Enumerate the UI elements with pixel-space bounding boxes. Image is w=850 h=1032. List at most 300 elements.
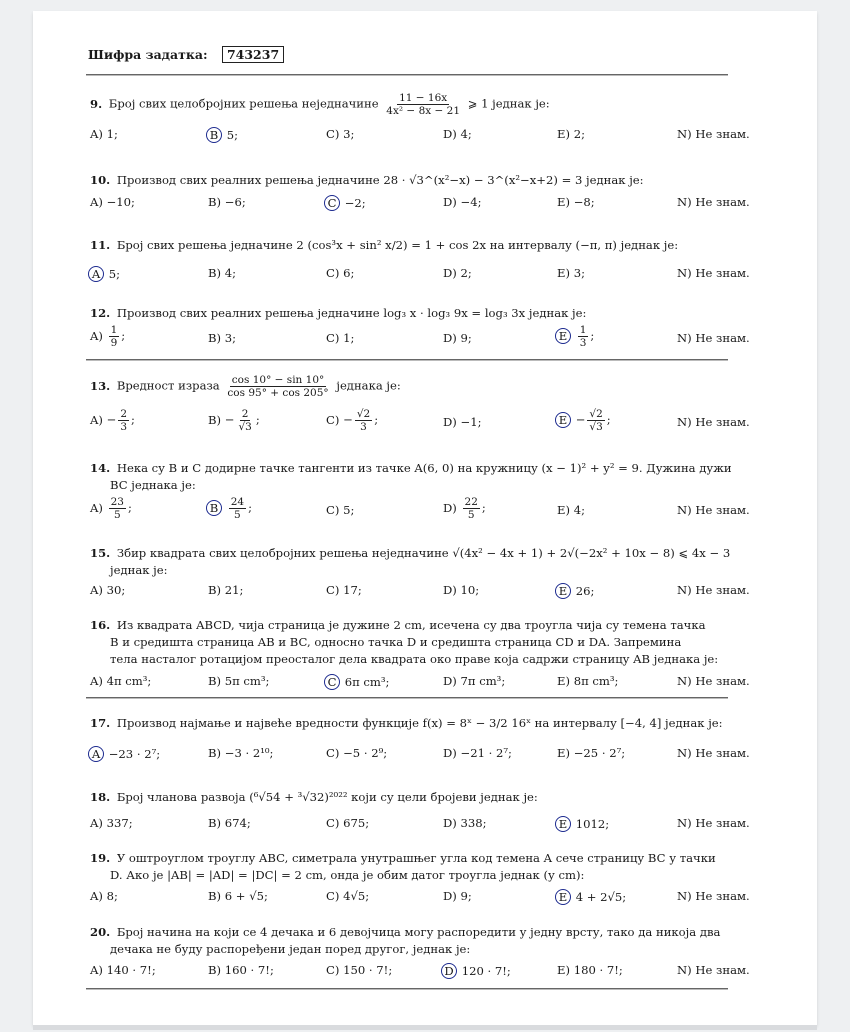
minus-sign: − bbox=[106, 412, 117, 427]
answer-label: D) bbox=[443, 816, 457, 830]
answer-label: C) bbox=[326, 889, 340, 903]
answer-label: C) bbox=[326, 816, 340, 830]
semicolon: ; bbox=[255, 412, 260, 427]
answer-value: 3; bbox=[343, 127, 355, 141]
answer-option-d[interactable] bbox=[443, 266, 472, 280]
question-text: Производ свих реалних решења једначине 28 · √3^(x²−x) − 3^(x²−x+2) = 3 једнак је: bbox=[116, 173, 644, 187]
answer-label: A) bbox=[90, 412, 103, 427]
answer-label: D) bbox=[443, 500, 457, 515]
denominator: 3 bbox=[120, 421, 127, 433]
answer-option-a[interactable] bbox=[90, 889, 118, 903]
question-text: Број свих целобројних решења неједначине bbox=[108, 96, 379, 111]
answer-value: −5 · 2⁹; bbox=[343, 746, 388, 760]
answer-option-c[interactable] bbox=[326, 331, 354, 345]
circled-answer-label: C bbox=[324, 195, 340, 211]
answer-option-e[interactable] bbox=[557, 408, 611, 433]
answer-value: 675; bbox=[343, 816, 370, 830]
answer-label: C) bbox=[326, 503, 340, 517]
section-divider bbox=[86, 359, 728, 361]
question-text-suffix: једнака је: bbox=[336, 378, 401, 393]
answer-label: N) bbox=[677, 674, 692, 688]
answer-value: −2; bbox=[344, 196, 366, 210]
answer-label: E) bbox=[557, 674, 570, 688]
answer-option-e[interactable] bbox=[557, 195, 595, 209]
answer-value: Не знам. bbox=[695, 266, 750, 280]
answer-option-n[interactable] bbox=[677, 415, 750, 429]
answer-label: A) bbox=[90, 889, 103, 903]
question-text: У оштроуглом троуглу ABC, симетрала унутрашњег угла код темена A сече страницу BC у тачки bbox=[116, 851, 716, 865]
answer-label: D) bbox=[443, 583, 457, 597]
task-code-label: Шифра задатка: bbox=[88, 47, 208, 62]
answer-option-n[interactable] bbox=[677, 583, 750, 597]
denominator: 5 bbox=[113, 509, 121, 521]
answer-value: Не знам. bbox=[695, 127, 750, 141]
answer-value: 9; bbox=[460, 331, 472, 345]
question-number: 19. bbox=[90, 851, 111, 865]
answer-label: D) bbox=[443, 127, 457, 141]
task-code-header bbox=[88, 46, 284, 63]
answer-label: A) bbox=[90, 583, 103, 597]
question-text-line2: једнак је: bbox=[110, 563, 168, 577]
answer-value: 1; bbox=[343, 331, 355, 345]
denominator: 4x² − 8x − 21 bbox=[386, 105, 461, 117]
answer-label: B) bbox=[208, 889, 222, 903]
question-number: 11. bbox=[90, 238, 111, 252]
answer-option-d[interactable] bbox=[443, 583, 479, 597]
question-12 bbox=[90, 305, 740, 322]
answer-option-d[interactable] bbox=[443, 816, 487, 830]
answer-option-e[interactable] bbox=[557, 583, 594, 599]
answer-option-d[interactable] bbox=[443, 496, 486, 521]
fraction bbox=[384, 92, 462, 117]
answer-label: E) bbox=[557, 266, 570, 280]
answer-label: E) bbox=[557, 127, 570, 141]
answer-value: 1; bbox=[106, 127, 118, 141]
question-text-line2: B и средишта страница AB и BC, односно тачка D и средишта страница CD и DA. Запремина bbox=[110, 635, 682, 649]
circled-answer-label: E bbox=[555, 583, 571, 599]
question-text: Производ најмање и највеће вредности функције f(x) = 8ˣ − 3/2 16ˣ на интервалу [−4, 4] једнак је: bbox=[116, 716, 723, 730]
question-text: Производ свих реалних решења једначине log₃ x · log₃ 9x = log₃ 3x једнак је: bbox=[116, 306, 587, 320]
numerator: cos 10° − sin 10° bbox=[231, 374, 325, 386]
answer-option-b[interactable] bbox=[208, 331, 236, 345]
header-divider bbox=[86, 74, 728, 76]
answer-option-e[interactable] bbox=[557, 889, 626, 905]
answer-label: N) bbox=[677, 415, 692, 429]
answer-option-a[interactable] bbox=[90, 674, 151, 688]
answer-option-d[interactable] bbox=[443, 889, 472, 903]
semicolon: ; bbox=[590, 328, 595, 343]
answer-value: 30; bbox=[106, 583, 126, 597]
question-13 bbox=[90, 374, 740, 399]
answer-label: E) bbox=[557, 195, 570, 209]
circled-answer-label: A bbox=[88, 266, 104, 282]
answer-label: B) bbox=[208, 746, 222, 760]
answer-value: 338; bbox=[460, 816, 487, 830]
numerator: √2 bbox=[589, 408, 603, 420]
numerator: 1 bbox=[579, 324, 587, 336]
answer-value: 4 + 2√5; bbox=[575, 890, 627, 904]
question-text: Из квадрата ABCD, чија страница је дужине 2 cm, исечена су два троугла чија су темена тачка bbox=[116, 618, 706, 632]
answer-value: 3; bbox=[224, 331, 237, 345]
answer-label: A) bbox=[90, 816, 103, 830]
answer-option-c[interactable] bbox=[326, 503, 354, 517]
semicolon: ; bbox=[374, 412, 379, 427]
answer-label: C) bbox=[326, 412, 340, 427]
answer-option-d[interactable] bbox=[443, 674, 505, 688]
answer-value: 9; bbox=[460, 889, 472, 903]
answer-label: C) bbox=[326, 266, 340, 280]
answer-option-b[interactable] bbox=[208, 583, 243, 597]
question-number: 14. bbox=[90, 461, 111, 475]
question-text-line3: тела насталог ротацијом преосталог дела квадрата око праве која садржи страницу AB једнака је: bbox=[110, 652, 719, 666]
answer-label: B) bbox=[208, 816, 222, 830]
answer-option-a[interactable] bbox=[90, 496, 132, 521]
semicolon: ; bbox=[606, 412, 611, 427]
question-14 bbox=[90, 460, 740, 494]
answer-label: A) bbox=[90, 127, 103, 141]
answer-value: 4√5; bbox=[343, 889, 370, 903]
answer-option-a[interactable] bbox=[90, 746, 160, 762]
answer-option-a[interactable] bbox=[90, 816, 133, 830]
question-number: 12. bbox=[90, 306, 111, 320]
answer-value: 337; bbox=[106, 816, 133, 830]
answer-option-b[interactable] bbox=[208, 127, 238, 143]
answer-option-e[interactable] bbox=[557, 746, 625, 760]
answer-value: 8; bbox=[106, 889, 118, 903]
question-19 bbox=[90, 850, 740, 884]
semicolon: ; bbox=[131, 412, 135, 427]
answer-value: Не знам. bbox=[695, 415, 750, 429]
answer-value: 180 · 7!; bbox=[573, 963, 623, 977]
answer-option-b[interactable] bbox=[208, 408, 260, 433]
answer-option-e[interactable] bbox=[557, 503, 585, 517]
answer-value: Не знам. bbox=[695, 889, 750, 903]
answer-option-b[interactable] bbox=[208, 674, 269, 688]
answer-label: D) bbox=[443, 746, 457, 760]
minus-sign: − bbox=[343, 412, 353, 427]
semicolon: ; bbox=[121, 328, 126, 343]
answer-fraction bbox=[109, 496, 126, 521]
answer-option-n[interactable] bbox=[677, 503, 750, 517]
circled-answer-label: E bbox=[555, 816, 571, 832]
answer-option-d[interactable] bbox=[443, 127, 472, 141]
question-text-line2: BC једнака је: bbox=[110, 478, 196, 492]
answer-label: B) bbox=[208, 195, 222, 209]
question-number: 16. bbox=[90, 618, 111, 632]
denominator: 3 bbox=[360, 421, 367, 433]
question-11 bbox=[90, 237, 740, 254]
answer-option-b[interactable] bbox=[208, 195, 246, 209]
semicolon: ; bbox=[127, 500, 132, 515]
answer-option-e[interactable] bbox=[557, 816, 609, 832]
answer-fraction bbox=[355, 408, 372, 433]
answer-option-b[interactable] bbox=[208, 816, 251, 830]
answer-option-n[interactable] bbox=[677, 266, 750, 280]
circled-answer-label: D bbox=[441, 963, 457, 979]
circled-answer-label: C bbox=[324, 674, 340, 690]
denominator: √3 bbox=[238, 421, 252, 433]
question-number: 10. bbox=[90, 173, 111, 187]
question-text-line2: дечака не буду распоређени један поред другог, једнак је: bbox=[110, 942, 471, 956]
answer-label: N) bbox=[677, 816, 692, 830]
answer-option-c[interactable] bbox=[326, 583, 362, 597]
answer-value: −1; bbox=[460, 415, 482, 429]
answer-value: −6; bbox=[224, 195, 246, 209]
denominator: 9 bbox=[110, 337, 118, 349]
answer-label: A) bbox=[90, 500, 103, 515]
circled-answer-label: B bbox=[206, 127, 222, 143]
answer-value: Не знам. bbox=[695, 816, 750, 830]
answer-option-c[interactable] bbox=[326, 408, 378, 433]
answer-label: D) bbox=[443, 331, 457, 345]
answer-label: B) bbox=[208, 963, 222, 977]
question-number: 18. bbox=[90, 790, 111, 804]
answer-value: −21 · 2⁷; bbox=[460, 746, 512, 760]
answer-label: N) bbox=[677, 266, 692, 280]
minus-sign: − bbox=[224, 412, 235, 427]
semicolon: ; bbox=[248, 500, 252, 515]
answer-label: N) bbox=[677, 889, 692, 903]
answer-value: −10; bbox=[106, 195, 135, 209]
answer-value: 3; bbox=[573, 266, 585, 280]
answer-option-b[interactable] bbox=[208, 496, 252, 521]
answer-value: Не знам. bbox=[695, 746, 750, 760]
answer-option-e[interactable] bbox=[557, 674, 618, 688]
answer-option-n[interactable] bbox=[677, 963, 750, 977]
answer-option-e[interactable] bbox=[557, 266, 585, 280]
answer-label: D) bbox=[443, 415, 457, 429]
answer-option-c[interactable] bbox=[326, 816, 369, 830]
answer-option-d[interactable] bbox=[443, 746, 512, 760]
answer-value: 4; bbox=[224, 266, 237, 280]
answer-value: 17; bbox=[343, 583, 362, 597]
answer-label: B) bbox=[208, 266, 222, 280]
answer-option-n[interactable] bbox=[677, 127, 750, 141]
answer-option-e[interactable] bbox=[557, 324, 594, 349]
answer-fraction bbox=[109, 324, 120, 349]
section-divider bbox=[86, 988, 728, 990]
answer-fraction bbox=[118, 408, 129, 433]
answer-value: 8π cm³; bbox=[573, 674, 619, 688]
answer-label: A) bbox=[90, 328, 103, 343]
question-text: Вредност израза bbox=[116, 378, 220, 393]
answer-label: N) bbox=[677, 331, 692, 345]
answer-value: 5; bbox=[343, 503, 355, 517]
section-divider bbox=[86, 697, 728, 699]
numerator: 2 bbox=[241, 408, 249, 420]
answer-label: N) bbox=[677, 195, 692, 209]
answer-option-c[interactable] bbox=[326, 963, 392, 977]
answer-option-c[interactable] bbox=[326, 127, 354, 141]
question-text: Број чланова развоја (⁶√54 + ³√32)²⁰²² који су цели бројеви једнак је: bbox=[116, 790, 538, 804]
answer-label: E) bbox=[557, 963, 570, 977]
answer-value: 6π cm³; bbox=[344, 675, 390, 689]
question-15 bbox=[90, 545, 740, 579]
question-text-line2: D. Ако је |AB| = |AD| = |DC| = 2 cm, онда је обим датог троугла једнак (у cm): bbox=[110, 868, 585, 882]
answer-label: A) bbox=[90, 674, 103, 688]
answer-option-a[interactable] bbox=[90, 266, 120, 282]
numerator: 2 bbox=[120, 408, 127, 420]
answer-value: Не знам. bbox=[695, 674, 750, 688]
answer-option-c[interactable] bbox=[326, 889, 369, 903]
answer-label: A) bbox=[90, 195, 103, 209]
denominator: 3 bbox=[579, 337, 587, 349]
answer-option-d[interactable] bbox=[443, 331, 472, 345]
answer-label: D) bbox=[443, 266, 457, 280]
answer-value: −4; bbox=[460, 195, 482, 209]
answer-option-a[interactable] bbox=[90, 127, 118, 141]
answer-option-a[interactable] bbox=[90, 963, 156, 977]
answer-option-n[interactable] bbox=[677, 889, 750, 903]
question-17 bbox=[90, 715, 740, 732]
question-number: 13. bbox=[90, 378, 111, 393]
answer-value: 6 + √5; bbox=[224, 889, 268, 903]
answer-fraction bbox=[578, 324, 589, 349]
answer-value: 140 · 7!; bbox=[106, 963, 156, 977]
answer-label: C) bbox=[326, 127, 340, 141]
answer-fraction bbox=[236, 408, 253, 433]
answer-label: E) bbox=[557, 746, 570, 760]
answer-value: 4π cm³; bbox=[106, 674, 152, 688]
answer-fraction bbox=[463, 496, 480, 521]
question-16 bbox=[90, 617, 740, 668]
answer-option-n[interactable] bbox=[677, 195, 750, 209]
question-text: Број начина на који се 4 дечака и 6 девојчица могу распоредити у једну врсту, тако да никоја два bbox=[116, 925, 721, 939]
numerator: 23 bbox=[110, 496, 124, 508]
answer-label: B) bbox=[208, 583, 222, 597]
fraction bbox=[225, 374, 330, 399]
question-number: 15. bbox=[90, 546, 111, 560]
question-text: Број свих решења једначине 2 (cos³x + sin² x/2) = 1 + cos 2x на интервалу (−π, π) једнак је: bbox=[116, 238, 679, 252]
denominator: 5 bbox=[234, 509, 241, 521]
answer-label: N) bbox=[677, 583, 692, 597]
answer-option-b[interactable] bbox=[208, 266, 236, 280]
answer-value: 2; bbox=[573, 127, 585, 141]
answer-value: 2; bbox=[460, 266, 472, 280]
answer-value: −8; bbox=[573, 195, 595, 209]
answer-value: Не знам. bbox=[695, 503, 750, 517]
numerator: 11 − 16x bbox=[399, 92, 448, 104]
answer-label: B) bbox=[208, 674, 222, 688]
answer-label: D) bbox=[443, 674, 457, 688]
question-text-suffix: ⩾ 1 једнак је: bbox=[467, 96, 550, 111]
denominator: 5 bbox=[467, 509, 475, 521]
answer-value: 5; bbox=[108, 267, 120, 281]
answer-value: Не знам. bbox=[695, 583, 750, 597]
answer-option-d[interactable] bbox=[443, 415, 482, 429]
answer-option-a[interactable] bbox=[90, 408, 135, 433]
numerator: 24 bbox=[230, 496, 245, 508]
answer-value: 7π cm³; bbox=[460, 674, 506, 688]
question-10 bbox=[90, 172, 740, 189]
question-20 bbox=[90, 924, 740, 958]
answer-option-e[interactable] bbox=[557, 127, 585, 141]
answer-option-n[interactable] bbox=[677, 746, 750, 760]
answer-label: N) bbox=[677, 127, 692, 141]
answer-option-c[interactable] bbox=[326, 266, 354, 280]
minus-sign: − bbox=[575, 412, 586, 427]
answer-value: 6; bbox=[343, 266, 355, 280]
circled-answer-label: B bbox=[206, 500, 222, 516]
answer-option-b[interactable] bbox=[208, 746, 273, 760]
answer-option-b[interactable] bbox=[208, 963, 274, 977]
numerator: 1 bbox=[110, 324, 118, 336]
answer-option-b[interactable] bbox=[208, 889, 268, 903]
answer-label: A) bbox=[90, 963, 103, 977]
answer-label: N) bbox=[677, 503, 692, 517]
answer-option-n[interactable] bbox=[677, 816, 750, 830]
numerator: √2 bbox=[356, 408, 371, 420]
answer-option-c[interactable] bbox=[326, 674, 389, 690]
answer-value: 4; bbox=[460, 127, 472, 141]
answer-option-c[interactable] bbox=[326, 746, 387, 760]
denominator: √3 bbox=[589, 421, 603, 433]
answer-value: 5; bbox=[226, 128, 238, 142]
answer-label: C) bbox=[326, 583, 340, 597]
answer-value: −23 · 2⁷; bbox=[108, 747, 161, 761]
answer-label: B) bbox=[208, 331, 222, 345]
answer-value: 21; bbox=[224, 583, 244, 597]
answer-option-n[interactable] bbox=[677, 674, 750, 688]
answer-label: C) bbox=[326, 963, 340, 977]
question-number: 9. bbox=[90, 96, 103, 111]
circled-answer-label: E bbox=[555, 889, 571, 905]
answer-value: Не знам. bbox=[695, 331, 750, 345]
answer-option-d[interactable] bbox=[443, 963, 511, 979]
answer-option-a[interactable] bbox=[90, 324, 125, 349]
answer-label: N) bbox=[677, 963, 692, 977]
numerator: 22 bbox=[464, 496, 478, 508]
answer-option-c[interactable] bbox=[326, 195, 366, 211]
answer-value: 10; bbox=[460, 583, 480, 597]
question-18 bbox=[90, 789, 740, 806]
answer-fraction bbox=[587, 408, 604, 433]
answer-option-e[interactable] bbox=[557, 963, 623, 977]
answer-fraction bbox=[229, 496, 246, 521]
denominator: cos 95° + cos 205° bbox=[227, 387, 329, 399]
answer-value: 26; bbox=[575, 584, 595, 598]
answer-value: Не знам. bbox=[695, 195, 750, 209]
answer-label: C) bbox=[326, 331, 340, 345]
answer-value: 150 · 7!; bbox=[343, 963, 393, 977]
answer-value: 674; bbox=[224, 816, 251, 830]
question-number: 17. bbox=[90, 716, 111, 730]
answer-value: −3 · 2¹⁰; bbox=[224, 746, 274, 760]
answer-value: 120 · 7!; bbox=[461, 964, 511, 978]
question-9 bbox=[90, 92, 740, 117]
question-text: Збир квадрата свих целобројних решења неједначине √(4x² − 4x + 1) + 2√(−2x² + 10x − 8) ⩽ 4x − 3 bbox=[116, 546, 731, 560]
answer-value: 4; bbox=[573, 503, 585, 517]
page-shadow bbox=[33, 1025, 817, 1030]
circled-answer-label: A bbox=[88, 746, 104, 762]
semicolon: ; bbox=[481, 500, 486, 515]
answer-label: N) bbox=[677, 746, 692, 760]
answer-option-a[interactable] bbox=[90, 195, 135, 209]
question-number: 20. bbox=[90, 925, 111, 939]
answer-option-d[interactable] bbox=[443, 195, 482, 209]
answer-option-a[interactable] bbox=[90, 583, 125, 597]
task-code-box: 743237 bbox=[222, 46, 284, 63]
answer-label: C) bbox=[326, 746, 340, 760]
answer-value: 5π cm³; bbox=[224, 674, 270, 688]
question-text: Нека су B и C додирне тачке тангенти из тачке A(6, 0) на кружницу (x − 1)² + y² = 9. Дужина дужи bbox=[116, 461, 732, 475]
answer-label: B) bbox=[208, 412, 222, 427]
answer-value: 160 · 7!; bbox=[224, 963, 274, 977]
answer-option-n[interactable] bbox=[677, 331, 750, 345]
answer-label: D) bbox=[443, 195, 457, 209]
circled-answer-label: E bbox=[555, 412, 571, 428]
answer-label: E) bbox=[557, 503, 570, 517]
